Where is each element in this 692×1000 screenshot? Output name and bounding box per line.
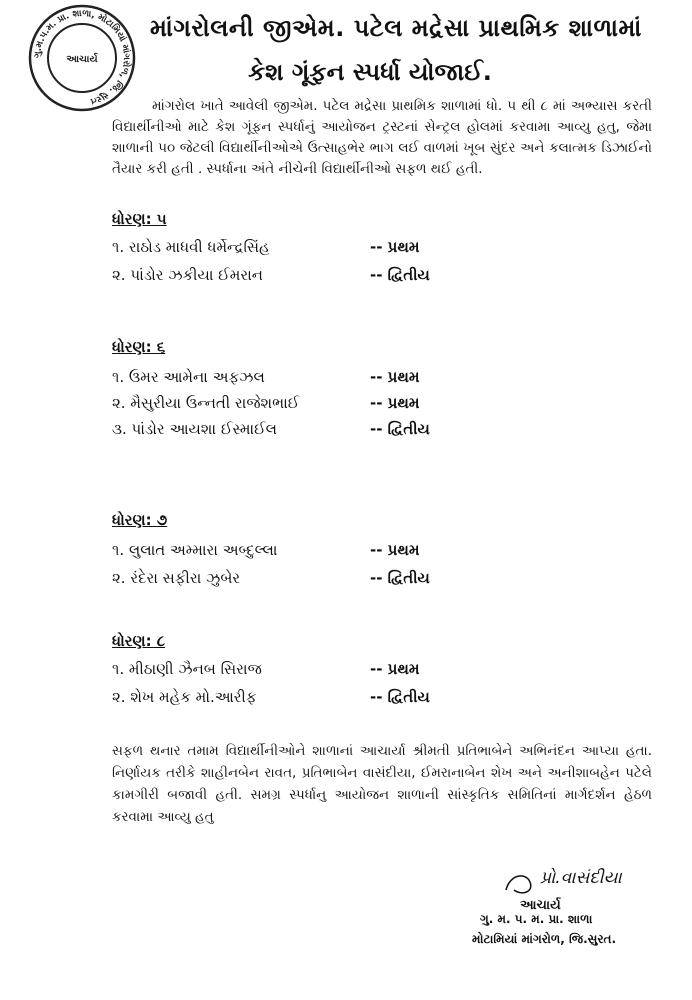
grade-heading: ધોરણ: ૬	[112, 338, 166, 356]
stamp-outer-text: ગુ.મ.પ.મ. પ્રા. શાળા, મોટામિયાં માંગરોળ, જિ. સુરત	[32, 8, 132, 107]
winner-row	[112, 541, 572, 565]
winner-name: ૨. શેખ મહેક મો.આરીફ	[112, 688, 257, 706]
signature: પ્રો.વાસંદીયા	[540, 868, 622, 888]
winner-rank: -- પ્રથમ	[370, 368, 420, 386]
winner-row	[112, 660, 572, 684]
winner-name: ૨. રંદેરા સફીરા ઝુબેર	[112, 569, 241, 587]
winner-row	[112, 688, 572, 712]
intro-paragraph: માંગરોલ ખાતે આવેલી જીએમ. પટેલ મદ્રેસા પ્રાથમિક શાળામાં ધો. ૫ થી ૮ માં અભ્યાસ કરતી વિદ્યાર્થીનીઓ માટે કેશ ગૂંફન સ્પર્ધાનું આયોજન ટ્રસ્ટનાં સેન્ટ્રલ હોલમાં કરવામા આવ્યુ હતુ, જેમા શાળાની ૫૦ જેટલી વિદ્યાર્થીનીઓએ ઉત્સાહભેર ભાગ લઈ વાળમાં ખૂબ સુંદર અને કલાત્મક ડિઝાઈનો તૈયાર કરી હતી . સ્પર્ધાના અંતે નીચેની વિદ્યાર્થીનીઓ સફળ થઈ હતી.	[112, 98, 652, 177]
winner-rank: -- દ્વિતીય	[370, 569, 430, 587]
stamp-inner-text: આચાર્ય	[66, 54, 98, 65]
grade-heading: ધોરણ: ૫	[112, 210, 167, 228]
winner-rank: -- દ્વિતીય	[370, 420, 430, 438]
winner-name: ૧. લુલાત અમ્મારા અબ્દુલ્લા	[112, 541, 278, 559]
winner-rank: -- પ્રથમ	[370, 238, 420, 256]
winner-name: ૧. ઉમર આમેના અફઝલ	[112, 368, 265, 386]
winner-row	[112, 238, 572, 262]
winner-rank: -- પ્રથમ	[370, 541, 420, 559]
winner-rank: -- દ્વિતીય	[370, 266, 430, 284]
headline-line-2: કેશ ગૂંફન સ્પર્ધા યોજાઈ.	[248, 58, 492, 86]
winner-rank: -- પ્રથમ	[370, 660, 420, 678]
winner-row	[112, 266, 572, 290]
winner-name: ૧. રાઠોડ માધવી ધર્મેન્દ્રસિંહ	[112, 238, 270, 256]
grade-heading: ધોરણ: ૭	[112, 511, 168, 529]
signatory-title: આચાર્ય	[520, 898, 561, 913]
winner-rank: -- દ્વિતીય	[370, 688, 430, 706]
closing-paragraph: સફળ થનાર તમામ વિદ્યાર્થીનીઓને શાળાનાં આચાર્યા શ્રીમતી પ્રતિભાબેને અભિનંદન આપ્યા હતા. નિર્ણાયક તરીકે શાહીનબેન રાવત, પ્રતિભાબેન વાસંદીયા, ઈમરાનાબેન શેખ અને અનીશાબહેન પટેલે કામગીરી બજાવી હતી. સમગ્ર સ્પર્ધાનુ આયોજન શાળાની સાંસ્કૃતિક સમિતિનાં માર્ગદર્શન હેઠળ કરવામા આવ્યુ હતુ	[112, 743, 652, 825]
headline-line-1: માંગરોલની જીએમ. પટેલ મદ્રેસા પ્રાથમિક શાળામાં	[150, 14, 642, 42]
winner-row	[112, 394, 572, 418]
winner-rank: -- પ્રથમ	[370, 394, 420, 412]
grade-heading: ધોરણ: ૮	[112, 632, 166, 650]
school-address-line: મોટામિયાં માંગરોળ, જિ.સુરત.	[472, 932, 617, 946]
winner-name: ૩. પાંડોર આયશા ઈસ્માઈલ	[112, 420, 278, 438]
winner-row	[112, 420, 572, 444]
winner-name: ૧. મીઠાણી ઝૈનબ સિરાજ	[112, 660, 262, 678]
winner-name: ૨. મૈસુરીયા ઉન્નતી રાજેશભાઈ	[112, 394, 300, 412]
school-name-line: ગુ. મ. પ. મ. પ્રા. શાળા	[480, 912, 593, 926]
winner-name: ૨. પાંડોર ઝકીયા ઈમરાન	[112, 266, 263, 284]
winner-row	[112, 569, 572, 593]
winner-row	[112, 368, 572, 392]
